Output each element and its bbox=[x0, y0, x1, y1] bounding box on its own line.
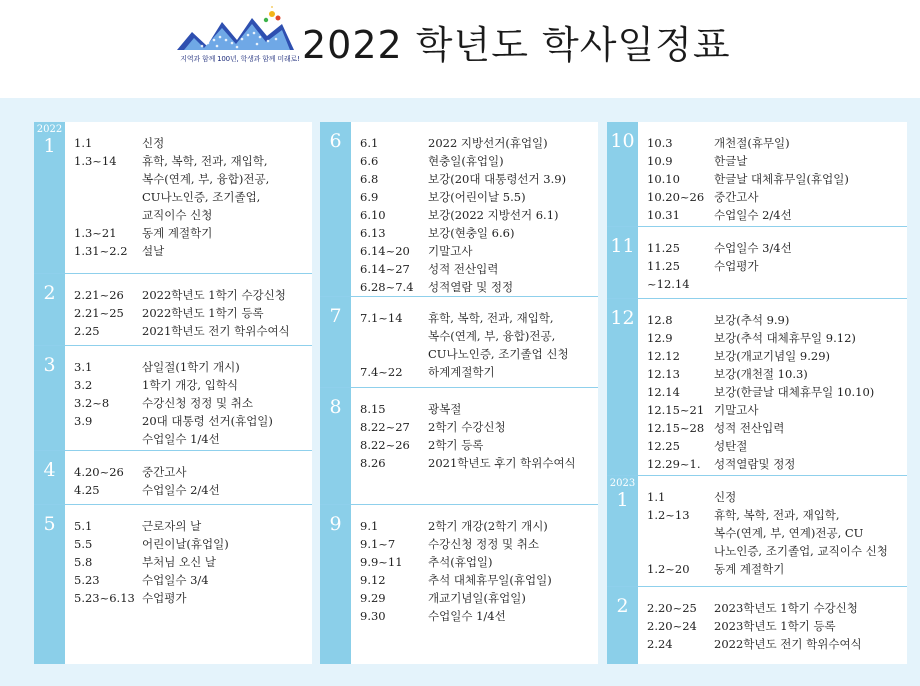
month-label: 3 bbox=[43, 354, 56, 376]
event-date: 10.9 bbox=[647, 154, 673, 168]
event-row bbox=[360, 170, 596, 188]
event-row bbox=[647, 599, 905, 617]
event-row bbox=[74, 394, 310, 412]
event-date: 6.10 bbox=[360, 208, 386, 222]
event-row bbox=[360, 224, 596, 242]
event-row bbox=[74, 304, 310, 322]
event-row bbox=[647, 152, 905, 170]
month-strip bbox=[607, 227, 638, 298]
event-row bbox=[647, 134, 905, 152]
event-row bbox=[360, 535, 596, 553]
event-list bbox=[74, 134, 310, 260]
event-text: 2학기 개강(2학기 개시) bbox=[428, 519, 548, 533]
event-list bbox=[647, 488, 905, 578]
event-text: 중간고사 bbox=[714, 190, 759, 204]
event-date: 9.1~7 bbox=[360, 537, 396, 551]
month-strip bbox=[34, 451, 65, 504]
event-text: 보강(어린이날 5.5) bbox=[428, 190, 526, 204]
event-date: 9.30 bbox=[360, 609, 386, 623]
event-date: 12.25 bbox=[647, 439, 680, 453]
event-list bbox=[74, 358, 310, 448]
event-text: 추석 대체휴무일(휴업일) bbox=[428, 573, 552, 587]
event-date: 8.26 bbox=[360, 456, 386, 470]
event-date: 1.31~2.2 bbox=[74, 244, 128, 258]
event-row bbox=[360, 278, 596, 296]
event-text: 개천절(휴무일) bbox=[714, 136, 790, 150]
event-text: 휴학, 복학, 전과, 재입학, 복수(연계, 부, 융합)전공, CU나노인증, 조기졸업 신청 bbox=[428, 311, 569, 361]
event-text: 수업일수 3/4선 bbox=[714, 241, 792, 255]
calendar-column-3 bbox=[607, 122, 907, 664]
month-label: 1 bbox=[43, 135, 56, 157]
month-block bbox=[34, 505, 312, 664]
event-date: 12.29~1. bbox=[647, 457, 701, 471]
event-date: 6.14~27 bbox=[360, 262, 410, 276]
event-row bbox=[360, 242, 596, 260]
event-row bbox=[74, 553, 310, 571]
month-strip bbox=[320, 388, 351, 504]
event-text: 2학기 수강신청 bbox=[428, 420, 506, 434]
month-block bbox=[320, 122, 598, 297]
event-date: 5.23~6.13 bbox=[74, 591, 135, 605]
event-text: 2학기 등록 bbox=[428, 438, 484, 452]
event-row bbox=[360, 571, 596, 589]
event-date: 5.1 bbox=[74, 519, 93, 533]
event-date: 7.1~14 bbox=[360, 311, 403, 325]
event-text: 2021학년도 후기 학위수여식 bbox=[428, 456, 576, 470]
event-text: 한글날 대체휴무일(휴업일) bbox=[714, 172, 849, 186]
event-row bbox=[647, 560, 905, 578]
event-date: 11.25 ~12.14 bbox=[647, 259, 690, 291]
event-date: 8.22~27 bbox=[360, 420, 410, 434]
month-label: 12 bbox=[610, 307, 635, 329]
event-row bbox=[647, 329, 905, 347]
event-row bbox=[647, 635, 905, 653]
event-row bbox=[647, 401, 905, 419]
event-row bbox=[360, 309, 596, 363]
event-text: 수강신청 정정 및 취소 bbox=[428, 537, 539, 551]
month-label: 6 bbox=[329, 130, 342, 152]
year-label: 2022 bbox=[36, 124, 63, 135]
event-row bbox=[74, 412, 310, 448]
event-row bbox=[647, 170, 905, 188]
event-row bbox=[360, 134, 596, 152]
event-text: 보강(현충일 6.6) bbox=[428, 226, 515, 240]
page-title: 2022 학년도 학사일정표 bbox=[302, 23, 731, 67]
month-block bbox=[607, 227, 907, 299]
event-row bbox=[360, 400, 596, 418]
event-date: 12.15~28 bbox=[647, 421, 705, 435]
event-text: 성적 전산입력 bbox=[714, 421, 785, 435]
event-text: 휴학, 복학, 전과, 재입학, 복수(연계, 부, 연계)전공, CU 나노인증, 조기졸업, 교직이수 신청 bbox=[714, 508, 888, 558]
month-label: 11 bbox=[610, 235, 635, 257]
event-list bbox=[74, 286, 310, 340]
event-text: 동계 계절학기 bbox=[714, 562, 785, 576]
event-row bbox=[647, 617, 905, 635]
event-date: 1.2~13 bbox=[647, 508, 690, 522]
event-date: 6.8 bbox=[360, 172, 379, 186]
event-text: 보강(한글날 대체휴무일 10.10) bbox=[714, 385, 875, 399]
event-text: 어린이날(휴업일) bbox=[142, 537, 229, 551]
event-text: 개교기념일(휴업일) bbox=[428, 591, 526, 605]
month-strip bbox=[34, 274, 65, 345]
event-row bbox=[74, 376, 310, 394]
month-strip bbox=[320, 297, 351, 387]
event-list bbox=[647, 239, 905, 293]
event-text: 수업일수 1/4선 bbox=[428, 609, 506, 623]
event-row bbox=[647, 347, 905, 365]
event-date: 3.1 bbox=[74, 360, 93, 374]
event-date: 1.3~14 bbox=[74, 154, 117, 168]
event-row bbox=[74, 535, 310, 553]
event-text: 보강(개천절 10.3) bbox=[714, 367, 808, 381]
event-row bbox=[360, 607, 596, 625]
event-text: 성적 전산입력 bbox=[428, 262, 499, 276]
month-block bbox=[34, 274, 312, 346]
event-text: 기말고사 bbox=[428, 244, 473, 258]
event-date: 9.1 bbox=[360, 519, 379, 533]
year-label: 2023 bbox=[609, 478, 636, 489]
event-row bbox=[360, 363, 596, 381]
event-text: 20대 대통령 선거(휴업일) 수업일수 1/4선 bbox=[142, 414, 273, 446]
event-date: 6.28~7.4 bbox=[360, 280, 414, 294]
event-date: 1.2~20 bbox=[647, 562, 690, 576]
event-date: 4.25 bbox=[74, 483, 100, 497]
event-text: 근로자의 날 bbox=[142, 519, 202, 533]
month-label: 4 bbox=[43, 459, 56, 481]
event-text: 광복절 bbox=[428, 402, 462, 416]
event-date: 7.4~22 bbox=[360, 365, 403, 379]
event-date: 1.3~21 bbox=[74, 226, 117, 240]
month-label: 10 bbox=[610, 130, 635, 152]
event-date: 6.14~20 bbox=[360, 244, 410, 258]
event-text: 2022학년도 전기 학위수여식 bbox=[714, 637, 862, 651]
event-date: 9.12 bbox=[360, 573, 386, 587]
event-date: 2.25 bbox=[74, 324, 100, 338]
month-strip bbox=[34, 346, 65, 450]
event-date: 12.12 bbox=[647, 349, 680, 363]
event-date: 6.6 bbox=[360, 154, 379, 168]
event-date: 11.25 bbox=[647, 241, 680, 255]
event-date: 1.1 bbox=[74, 136, 93, 150]
event-row bbox=[647, 455, 905, 473]
event-text: 2023학년도 1학기 등록 bbox=[714, 619, 836, 633]
month-label: 1 bbox=[616, 489, 629, 511]
event-text: 기말고사 bbox=[714, 403, 759, 417]
event-date: 5.8 bbox=[74, 555, 93, 569]
event-row bbox=[360, 553, 596, 571]
event-row bbox=[647, 239, 905, 257]
event-row bbox=[74, 463, 310, 481]
month-strip bbox=[607, 476, 638, 586]
month-block bbox=[607, 122, 907, 227]
event-date: 9.29 bbox=[360, 591, 386, 605]
event-text: 수업일수 2/4선 bbox=[142, 483, 220, 497]
event-text: 수강신청 정정 및 취소 bbox=[142, 396, 253, 410]
month-strip bbox=[320, 505, 351, 664]
event-date: 8.15 bbox=[360, 402, 386, 416]
event-date: 12.14 bbox=[647, 385, 680, 399]
event-text: 2023학년도 1학기 수강신청 bbox=[714, 601, 858, 615]
event-text: 2022학년도 1학기 수강신청 bbox=[142, 288, 286, 302]
event-row bbox=[647, 419, 905, 437]
month-strip bbox=[607, 587, 638, 664]
event-text: 2022 지방선거(휴업일) bbox=[428, 136, 548, 150]
event-row bbox=[360, 260, 596, 278]
event-date: 6.1 bbox=[360, 136, 379, 150]
event-row bbox=[360, 517, 596, 535]
event-text: 삼일절(1학기 개시) bbox=[142, 360, 240, 374]
event-row bbox=[360, 589, 596, 607]
event-row bbox=[360, 152, 596, 170]
event-text: 수업평가 bbox=[714, 259, 759, 273]
event-text: 현충일(휴업일) bbox=[428, 154, 504, 168]
event-text: 신정 bbox=[142, 136, 165, 150]
event-date: 10.31 bbox=[647, 208, 680, 222]
event-text: 2021학년도 전기 학위수여식 bbox=[142, 324, 290, 338]
event-row bbox=[360, 454, 596, 472]
event-text: 하계계절학기 bbox=[428, 365, 495, 379]
event-row bbox=[647, 188, 905, 206]
month-strip bbox=[607, 122, 638, 226]
month-strip bbox=[320, 122, 351, 296]
month-label: 5 bbox=[43, 513, 56, 535]
event-row bbox=[647, 506, 905, 560]
event-row bbox=[360, 418, 596, 436]
event-date: 12.8 bbox=[647, 313, 673, 327]
event-text: 수업일수 3/4 bbox=[142, 573, 209, 587]
event-row bbox=[647, 488, 905, 506]
event-text: 동계 계절학기 bbox=[142, 226, 213, 240]
event-text: 보강(추석 대체휴무일 9.12) bbox=[714, 331, 856, 345]
month-block bbox=[320, 505, 598, 664]
event-row bbox=[74, 134, 310, 152]
slogan: 지역과 함께 100년, 학생과 함께 미래로! bbox=[180, 55, 300, 63]
event-date: 12.15~21 bbox=[647, 403, 705, 417]
event-date: 5.5 bbox=[74, 537, 93, 551]
event-row bbox=[74, 589, 310, 607]
event-date: 6.9 bbox=[360, 190, 379, 204]
month-block bbox=[34, 122, 312, 274]
month-block bbox=[320, 388, 598, 505]
month-block bbox=[607, 476, 907, 587]
event-row bbox=[74, 571, 310, 589]
month-label: 2 bbox=[616, 595, 629, 617]
event-row bbox=[74, 481, 310, 499]
month-block bbox=[607, 299, 907, 476]
event-date: 10.10 bbox=[647, 172, 680, 186]
month-strip bbox=[34, 122, 65, 273]
month-label: 7 bbox=[329, 305, 342, 327]
event-row bbox=[360, 206, 596, 224]
event-text: 휴학, 복학, 전과, 재입학, 복수(연계, 부, 융합)전공, CU나노인증, 조기졸업, 교직이수 신청 bbox=[142, 154, 270, 222]
month-label: 8 bbox=[329, 396, 342, 418]
event-row bbox=[74, 517, 310, 535]
calendar-column-2 bbox=[320, 122, 598, 664]
calendar-column-1 bbox=[34, 122, 312, 664]
event-row bbox=[74, 224, 310, 242]
event-text: 부처님 오신 날 bbox=[142, 555, 216, 569]
page-header bbox=[0, 0, 920, 92]
event-list bbox=[360, 309, 596, 381]
event-text: 보강(20대 대통령선거 3.9) bbox=[428, 172, 567, 186]
event-list bbox=[647, 599, 905, 653]
event-text: 보강(개교기념일 9.29) bbox=[714, 349, 830, 363]
event-text: 설날 bbox=[142, 244, 165, 258]
event-date: 1.1 bbox=[647, 490, 666, 504]
event-text: 보강(추석 9.9) bbox=[714, 313, 790, 327]
event-row bbox=[74, 152, 310, 224]
event-date: 2.21~25 bbox=[74, 306, 124, 320]
event-list bbox=[360, 400, 596, 472]
event-date: 8.22~26 bbox=[360, 438, 410, 452]
event-row bbox=[360, 436, 596, 454]
event-date: 6.13 bbox=[360, 226, 386, 240]
event-date: 2.24 bbox=[647, 637, 673, 651]
event-text: 한글날 bbox=[714, 154, 748, 168]
event-row bbox=[74, 322, 310, 340]
event-date: 12.9 bbox=[647, 331, 673, 345]
event-date: 5.23 bbox=[74, 573, 100, 587]
event-row bbox=[647, 365, 905, 383]
event-row bbox=[74, 286, 310, 304]
month-label: 9 bbox=[329, 513, 342, 535]
event-text: 성적열람 및 정정 bbox=[428, 280, 514, 294]
event-date: 2.20~25 bbox=[647, 601, 697, 615]
month-label: 2 bbox=[43, 282, 56, 304]
event-text: 성탄절 bbox=[714, 439, 748, 453]
event-date: 2.20~24 bbox=[647, 619, 697, 633]
month-strip bbox=[34, 505, 65, 664]
event-text: 2022학년도 1학기 등록 bbox=[142, 306, 264, 320]
month-strip bbox=[607, 299, 638, 475]
event-list bbox=[74, 463, 310, 499]
event-text: 중간고사 bbox=[142, 465, 187, 479]
event-date: 2.21~26 bbox=[74, 288, 124, 302]
month-block bbox=[34, 346, 312, 451]
event-text: 수업일수 2/4선 bbox=[714, 208, 792, 222]
event-row bbox=[647, 437, 905, 455]
event-date: 3.2 bbox=[74, 378, 93, 392]
event-date: 3.2~8 bbox=[74, 396, 110, 410]
event-text: 신정 bbox=[714, 490, 737, 504]
event-list bbox=[647, 134, 905, 224]
event-date: 10.3 bbox=[647, 136, 673, 150]
event-date: 10.20~26 bbox=[647, 190, 705, 204]
event-date: 12.13 bbox=[647, 367, 680, 381]
event-list bbox=[360, 134, 596, 296]
event-date: 3.9 bbox=[74, 414, 93, 428]
event-row bbox=[647, 206, 905, 224]
event-row bbox=[74, 358, 310, 376]
event-text: 1학기 개강, 입학식 bbox=[142, 378, 239, 392]
month-block bbox=[607, 587, 907, 664]
event-row bbox=[74, 242, 310, 260]
event-list bbox=[647, 311, 905, 473]
event-text: 추석(휴업일) bbox=[428, 555, 493, 569]
event-text: 수업평가 bbox=[142, 591, 187, 605]
event-date: 9.9~11 bbox=[360, 555, 403, 569]
event-text: 성적열람및 정정 bbox=[714, 457, 796, 471]
event-text: 보강(2022 지방선거 6.1) bbox=[428, 208, 559, 222]
month-block bbox=[34, 451, 312, 505]
event-row bbox=[647, 311, 905, 329]
event-row bbox=[647, 257, 905, 293]
event-row bbox=[360, 188, 596, 206]
event-list bbox=[360, 517, 596, 625]
event-row bbox=[647, 383, 905, 401]
event-date: 4.20~26 bbox=[74, 465, 124, 479]
month-block bbox=[320, 297, 598, 388]
event-list bbox=[74, 517, 310, 607]
